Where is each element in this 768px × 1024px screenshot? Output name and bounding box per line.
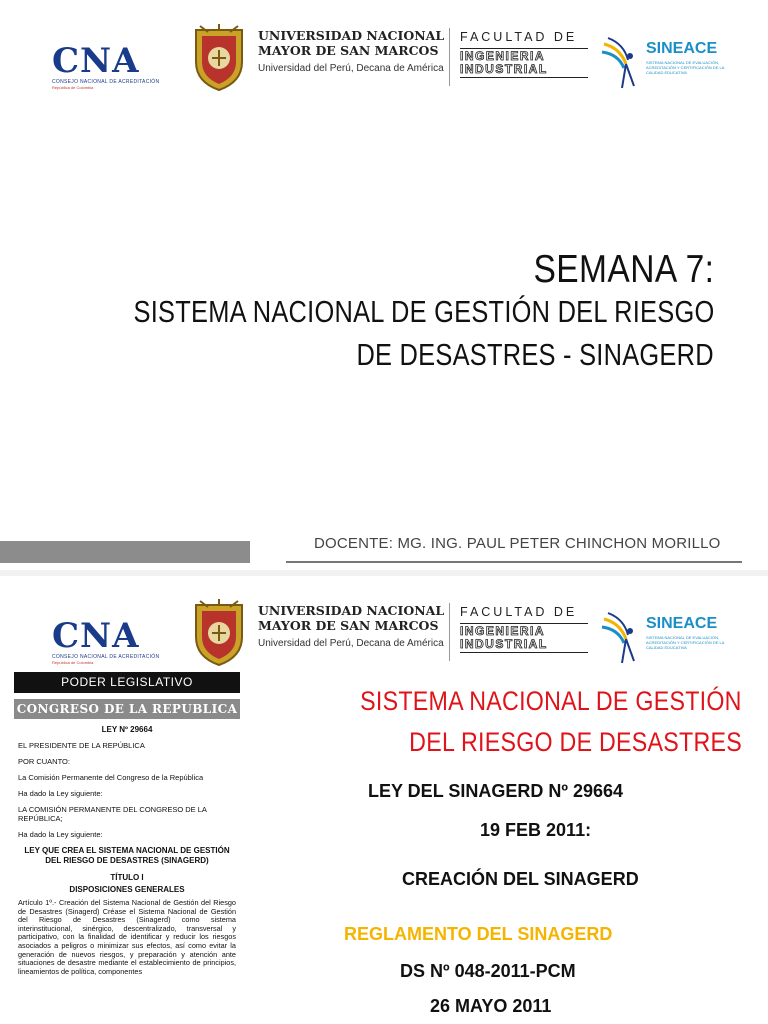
slide-2 — [0, 575, 768, 1024]
facultad-label: FACULTAD DE — [460, 30, 578, 44]
law-titulo: TÍTULO I — [110, 873, 144, 882]
unmsm-name-line2: MAYOR DE SAN MARCOS — [258, 618, 439, 633]
reglamento-label: REGLAMENTO DEL SINAGERD — [344, 924, 613, 944]
docente-underline — [286, 561, 742, 563]
law-disposiciones: DISPOSICIONES GENERALES — [69, 885, 185, 894]
ds-label: DS Nº 048-2011-PCM — [400, 961, 576, 981]
sineace-bird-icon — [600, 609, 644, 665]
law-title: LEY QUE CREA EL SISTEMA NACIONAL DE GESTIÓN DEL RIESGO DE DESASTRES (SINAGERD) — [24, 846, 230, 865]
law-poder-legislativo: PODER LEGISLATIVO — [14, 672, 240, 693]
facultad-logo — [460, 605, 600, 653]
cna-logo-country: República de Colombia — [52, 660, 94, 665]
header-divider — [449, 28, 450, 86]
unmsm-tagline: Universidad del Perú, Decana de América — [258, 63, 444, 74]
unmsm-name-line1: UNIVERSIDAD NACIONAL — [258, 603, 445, 618]
unmsm-crest-icon — [190, 22, 248, 92]
facultad-logo — [460, 30, 600, 78]
cna-logo — [52, 41, 172, 90]
unmsm-name-line2: MAYOR DE SAN MARCOS — [258, 43, 439, 58]
sineace-subtitle: SISTEMA NACIONAL DE EVALUACIÓN, ACREDITACIÓN Y CERTIFICACIÓN DE LA CALIDAD EDUCATIVA — [646, 635, 725, 650]
slide-subtitle-line1: SISTEMA NACIONAL DE GESTIÓN DEL RIESGO — [133, 294, 714, 329]
cna-logo-subtitle: CONSEJO NACIONAL DE ACREDITACIÓN — [52, 79, 160, 85]
docente-label: DOCENTE: MG. ING. PAUL PETER CHINCHON MORILLO — [314, 535, 721, 552]
sineace-bird-icon — [600, 34, 644, 90]
sineace-name: SINEACE — [646, 40, 718, 57]
slide2-heading-line2: DEL RIESGO DE DESASTRES — [409, 727, 742, 757]
unmsm-logo — [258, 603, 448, 649]
cna-logo-text: CNA — [52, 41, 140, 81]
slide-separator — [0, 570, 768, 576]
facultad-industrial: INDUSTRIAL — [460, 637, 548, 651]
slide-title: SEMANA 7: — [533, 248, 714, 291]
law-ha-dado-1: Ha dado la Ley siguiente: — [18, 789, 103, 798]
decorative-grey-bar — [0, 541, 250, 563]
law-presidente: EL PRESIDENTE DE LA REPÚBLICA — [18, 741, 145, 750]
header-divider — [449, 603, 450, 661]
cna-logo — [52, 616, 172, 665]
fecha-ley: 19 FEB 2011: — [480, 820, 592, 840]
unmsm-crest-icon — [190, 597, 248, 667]
unmsm-logo — [258, 28, 448, 74]
cna-logo-subtitle: CONSEJO NACIONAL DE ACREDITACIÓN — [52, 654, 160, 660]
sineace-subtitle: SISTEMA NACIONAL DE EVALUACIÓN, ACREDITACIÓN Y CERTIFICACIÓN DE LA CALIDAD EDUCATIVA — [646, 60, 725, 75]
law-comision: La Comisión Permanente del Congreso de la República — [18, 773, 204, 782]
law-comision-caps: LA COMISIÓN PERMANENTE DEL CONGRESO DE LA REPÚBLICA; — [18, 805, 207, 823]
law-number: LEY Nº 29664 — [101, 725, 153, 734]
facultad-label: FACULTAD DE — [460, 605, 578, 619]
ley-sinagerd-label: LEY DEL SINAGERD Nº 29664 — [368, 781, 623, 801]
facultad-name-box — [460, 48, 588, 78]
law-por-cuanto: POR CUANTO: — [18, 757, 70, 766]
sineace-logo — [600, 609, 730, 669]
sineace-name: SINEACE — [646, 615, 718, 632]
law-document-image — [14, 672, 240, 1024]
law-ha-dado-2: Ha dado la Ley siguiente: — [18, 830, 103, 839]
law-congreso: CONGRESO DE LA REPUBLICA — [14, 699, 240, 719]
cna-logo-text: CNA — [52, 616, 140, 656]
fecha-reglamento: 26 MAYO 2011 — [430, 996, 552, 1016]
unmsm-name-line1: UNIVERSIDAD NACIONAL — [258, 28, 445, 43]
creacion-label: CREACIÓN DEL SINAGERD — [402, 869, 639, 889]
facultad-ingenieria: INGENIERIA — [460, 624, 546, 638]
slide-header — [0, 0, 768, 120]
cna-logo-country: República de Colombia — [52, 85, 94, 90]
facultad-ingenieria: INGENIERIA — [460, 49, 546, 63]
law-articulo-1: Artículo 1º.- Creación del Sistema Nacional de Gestión del Riesgo de Desastres (Sinagerd) Créase el Sistema Nacional de Gestión del Riesgo de Desastres (Sinagerd) como sistema interinstitucional, sinérgico, descentralizado, transversal y participativo, con la finalidad de identificar y reducir los riesgos asociados a peligros o minimizar sus efectos, así como evitar la generación de nuevos riesgos, y preparación y atención ante situaciones de desastre mediante el establecimiento de principios, lineamientos de política, componentes — [18, 898, 236, 976]
slide2-heading-line1: SISTEMA NACIONAL DE GESTIÓN — [360, 686, 742, 716]
sineace-logo — [600, 34, 730, 94]
facultad-industrial: INDUSTRIAL — [460, 62, 548, 76]
unmsm-tagline: Universidad del Perú, Decana de América — [258, 638, 444, 649]
slide-subtitle-line2: DE DESASTRES - SINAGERD — [356, 337, 714, 372]
facultad-name-box — [460, 623, 588, 653]
